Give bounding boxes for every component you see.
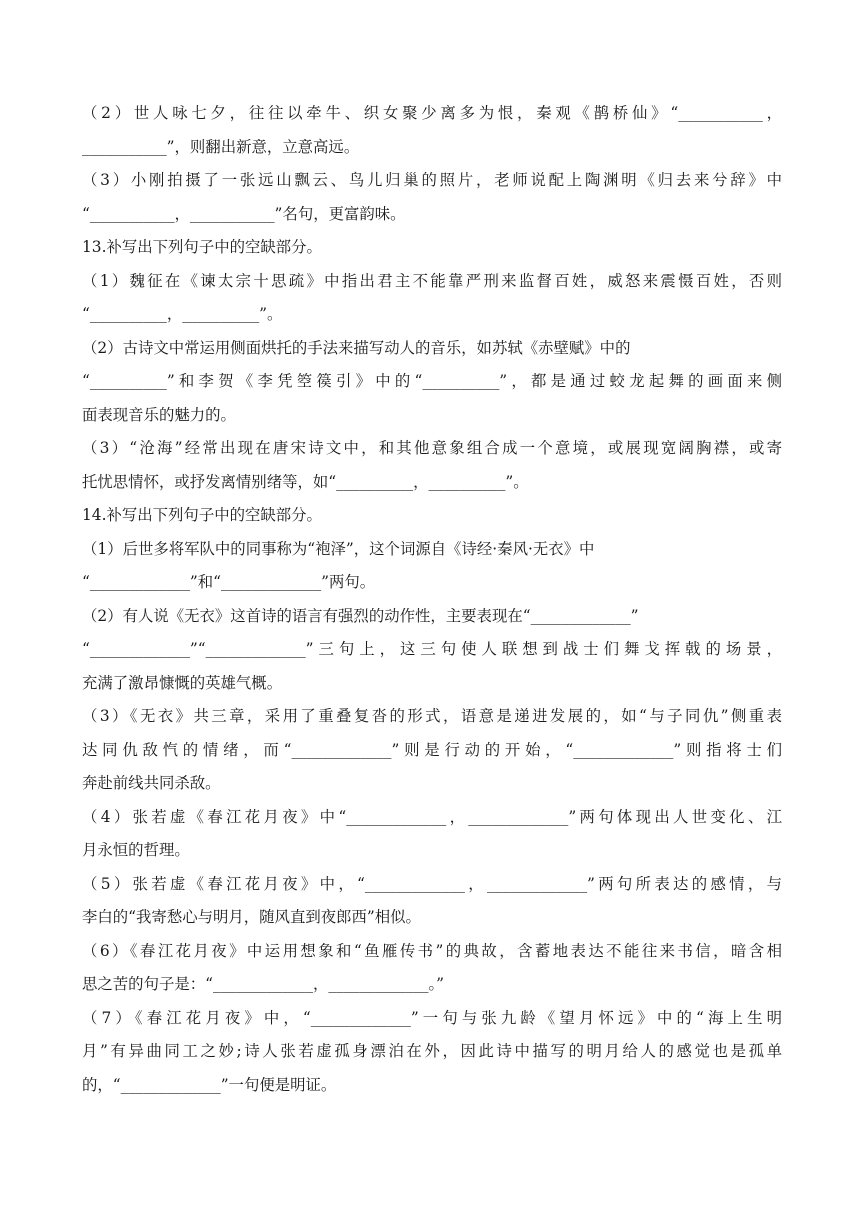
- text-line: （6）《春江花月夜》中运用想象和“鱼雁传书”的典故，含蓄地表达不能往来书信，暗含相: [82, 941, 782, 960]
- text-line: “__________”和李贺《李凭箜篌引》中的“__________”，都是通过蛟龙起舞的画面来侧: [82, 372, 782, 390]
- text-line: ___________”，则翻出新意，立意高远。: [82, 137, 360, 156]
- text-line: 奔赴前线共同杀敌。: [82, 774, 221, 792]
- text-line: 的，“_____________”一句便是明证。: [82, 1075, 337, 1094]
- text-line: 月永恒的哲理。: [82, 841, 190, 859]
- text-line: （2）有人说《无衣》这首诗的语言有强烈的动作性，主要表现在“_____________”: [82, 606, 639, 625]
- text-line: 月”有异曲同工之妙;诗人张若虚孤身漂泊在外，因此诗中描写的明月给人的感觉也是孤单: [82, 1042, 782, 1060]
- text-line: “_____________”“_____________”三句上，这三句使人联想到战士们舞戈挥戟的场景，: [82, 640, 782, 658]
- text-line: 面表现音乐的魅力的。: [82, 405, 236, 424]
- text-line: （1）魏征在《谏太宗十思疏》中指出君主不能靠严刑来监督百姓，威怒来震慑百姓，否则: [82, 271, 782, 290]
- text-line: （2）世人咏七夕，往往以牵牛、织女聚少离多为恨，秦观《鹊桥仙》“___________，: [82, 104, 782, 122]
- document-body: [82, 97, 782, 1102]
- text-line: （3）小刚拍摄了一张远山飘云、鸟儿归巢的照片，老师说配上陶渊明《归去来兮辞》中: [82, 171, 782, 189]
- section-heading: 14.补写出下列句子中的空缺部分。: [82, 506, 322, 524]
- text-line: （2）古诗文中常运用侧面烘托的手法来描写动人的音乐，如苏轼《赤壁赋》中的: [82, 338, 631, 357]
- text-line: “_____________”和“_____________”两句。: [82, 573, 376, 591]
- text-line: （3）《无衣》共三章，采用了重叠复沓的形式，语意是递进发展的，如“与子同仇”侧重表: [82, 707, 782, 725]
- text-line: （1）后世多将军队中的同事称为“袍泽”，这个词源自《诗经·秦风·无衣》中: [82, 539, 595, 558]
- text-line: “___________，___________”名句，更富韵味。: [82, 204, 406, 223]
- text-line: 充满了激昂慷慨的英雄气概。: [82, 673, 283, 692]
- text-line: （3）“沧海”经常出现在唐宋诗文中，和其他意象组合成一个意境，或展现宽阔胸襟，或寄: [82, 439, 782, 457]
- text-line: （5）张若虚《春江花月夜》中，“_____________，_____________”两句所表达的感情，与: [82, 874, 782, 893]
- text-line: 托忧思情怀，或抒发离情别绪等，如“__________，__________”。: [82, 472, 529, 491]
- section-heading: 13.补写出下列句子中的空缺部分。: [82, 238, 322, 256]
- text-line: 达同仇敌忾的情绪，而“_____________”则是行动的开始，“_____________”则指将士们: [82, 740, 782, 759]
- text-line: （4）张若虚《春江花月夜》中“_____________，_____________”两句体现出人世变化、江: [82, 807, 782, 826]
- text-line: 李白的“我寄愁心与明月，随风直到夜郎西”相似。: [82, 908, 421, 926]
- text-line: （7）《春江花月夜》中，“_____________”一句与张九龄《望月怀远》中的“海上生明: [82, 1008, 782, 1027]
- text-line: “__________，__________”。: [82, 305, 283, 323]
- text-line: 思之苦的句子是：“_____________，_____________。”: [82, 975, 445, 993]
